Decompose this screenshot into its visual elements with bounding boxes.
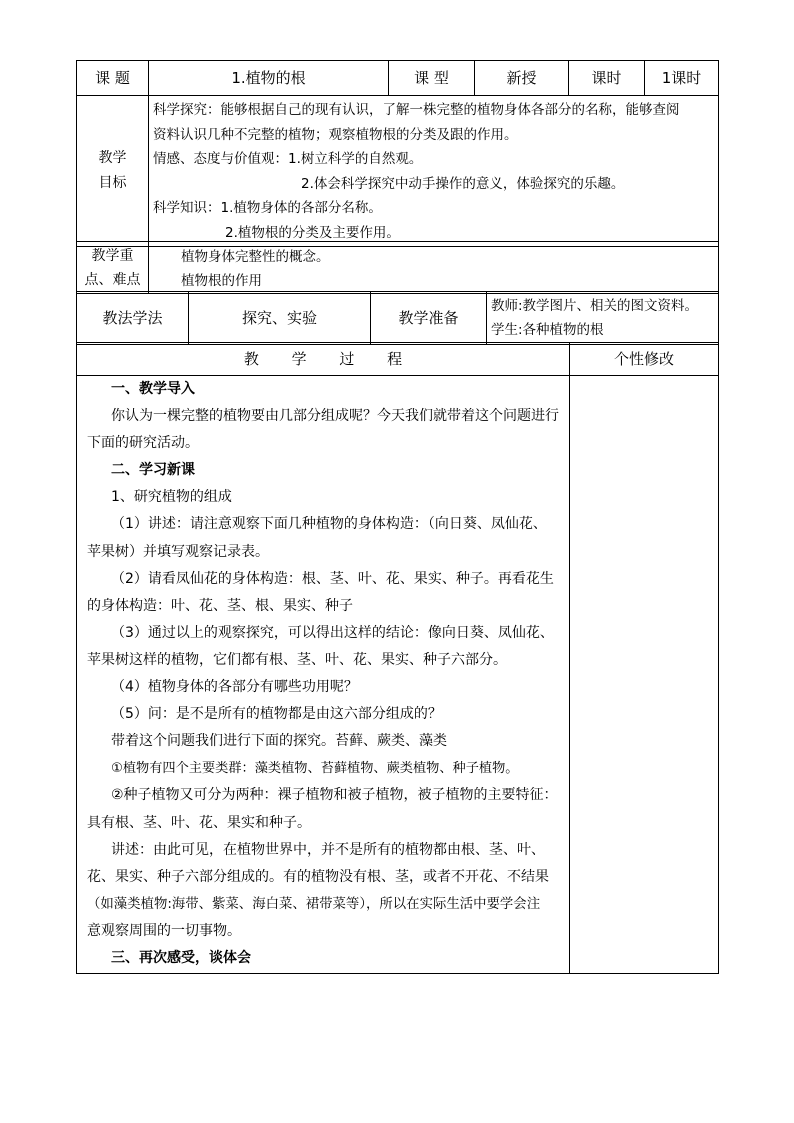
objectives-content — [149, 96, 719, 247]
process-line: 1、研究植物的组成 — [111, 489, 232, 506]
section-heading: 一、教学导入 — [111, 381, 195, 397]
process-line: （1）讲述：请注意观察下面几种植物的身体构造：（向日葵、凤仙花、 — [111, 516, 547, 533]
key-point-line: 植物根的作用 — [181, 273, 262, 289]
prep-content — [487, 292, 719, 345]
key-point-line: 植物身体完整性的概念。 — [181, 249, 330, 265]
objective-line: 资料认识几种不完整的植物；观察植物根的分类及跟的作用。 — [153, 126, 518, 143]
objective-line: 2.植物根的分类及主要作用。 — [225, 224, 400, 241]
header-table — [76, 60, 719, 96]
hours-value: 1课时 — [645, 61, 719, 96]
process-line: （如藻类植物:海带、紫菜、海白菜、裙带菜等），所以在实际生活中要学会注 — [87, 896, 541, 912]
key-points-label-line-2: 点、难点 — [84, 271, 141, 288]
process-line: 带着这个问题我们进行下面的探究。苔藓、蕨类、藻类 — [111, 733, 447, 750]
method-label: 教法学法 — [77, 292, 189, 345]
process-line: ①植物有四个主要类群：藻类植物、苔藓植物、蕨类植物、种子植物。 — [111, 761, 519, 777]
key-points-table — [76, 241, 719, 294]
topic-value: 1.植物的根 — [149, 61, 389, 96]
objective-line: 情感、态度与价值观：1.树立科学的自然观。 — [153, 151, 423, 168]
process-line: 花、果实、种子六部分组成的。有的植物没有根、茎，或者不开花、不结果 — [87, 868, 549, 885]
prep-line: 教师:教学图片、相关的图文资料。 — [491, 298, 699, 314]
hours-label: 课时 — [569, 61, 645, 96]
objectives-table — [76, 95, 719, 247]
process-title: 教 学 过 程 — [77, 343, 570, 376]
process-table — [76, 342, 719, 974]
process-line: 的身体构造：叶、花、茎、根、果实、种子 — [87, 597, 353, 614]
process-line: 讲述：由此可见，在植物世界中，并不是所有的植物都由根、茎、叶、 — [111, 841, 545, 858]
process-line: 具有根、茎、叶、花、果实和种子。 — [87, 814, 311, 831]
topic-label: 课 题 — [77, 61, 149, 96]
type-value: 新授 — [475, 61, 569, 96]
objective-line: 科学知识：1.植物身体的各部分名称。 — [153, 200, 382, 217]
process-line: 苹果树）并填写观察记录表。 — [87, 543, 269, 560]
section-heading: 二、学习新课 — [111, 462, 195, 479]
process-line: 你认为一棵完整的植物要由几部分组成呢？今天我们就带着这个问题进行 — [111, 408, 559, 425]
key-points-label-line-1: 教学重 — [91, 247, 134, 264]
objectives-label-line-2: 目标 — [98, 174, 127, 191]
objectives-label-line-1: 教学 — [98, 149, 127, 166]
type-label: 课 型 — [389, 61, 475, 96]
key-points-content — [149, 242, 719, 294]
objective-line: 2.体会科学探究中动手操作的意义，体验探究的乐趣。 — [301, 175, 625, 192]
process-line: （5）问：是不是所有的植物都是由这六部分组成的？ — [111, 706, 442, 723]
process-line: ②种子植物又可分为两种：裸子植物和被子植物，被子植物的主要特征： — [111, 787, 558, 804]
prep-line: 学生:各种植物的根 — [491, 322, 604, 338]
objectives-label — [77, 96, 149, 247]
prep-label: 教学准备 — [371, 292, 487, 345]
notes-column — [570, 376, 719, 974]
process-line: （3）通过以上的观察探究，可以得出这样的结论：像向日葵、凤仙花、 — [111, 624, 554, 641]
section-heading: 三、再次感受，谈体会 — [111, 949, 251, 966]
objective-line: 科学探究：能够根据自己的现有认识，了解一株完整的植物身体各部分的名称，能够查阅 — [153, 102, 680, 118]
process-line: （2）请看凤仙花的身体构造：根、茎、叶、花、果实、种子。再看花生 — [111, 570, 554, 587]
process-line: 意观察周围的一切事物。 — [87, 922, 241, 939]
notes-title: 个性修改 — [570, 343, 719, 376]
method-value: 探究、实验 — [189, 292, 371, 345]
process-line: （4）植物身体的各部分有哪些功用呢？ — [111, 679, 358, 696]
process-line: 下面的研究活动。 — [87, 435, 199, 452]
method-table — [76, 291, 719, 345]
process-line: 苹果树这样的植物，它们都有根、茎、叶、花、果实、种子六部分。 — [87, 651, 507, 668]
process-content — [77, 376, 570, 974]
